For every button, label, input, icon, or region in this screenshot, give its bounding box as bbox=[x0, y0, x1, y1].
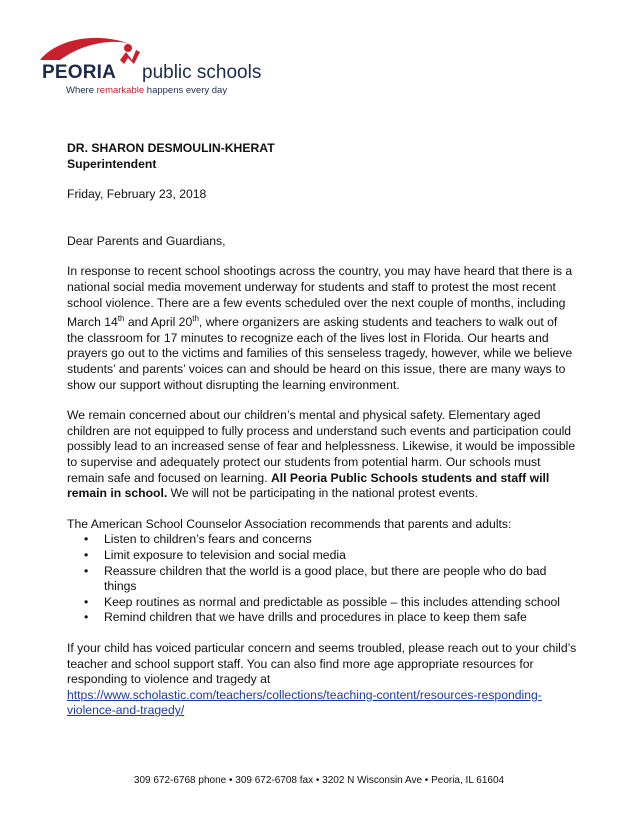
list-item-text: Limit exposure to television and social media bbox=[104, 547, 346, 562]
list-item bbox=[84, 532, 577, 548]
paragraph-1-part-3: , where organizers are asking students and teachers to walk out of the classroom for 17 minutes to recognize each of the lives lost in Florida. Our hearts and prayers go out to the victims and families of this senseless tragedy, however, while we believe students’ and parents’ voices can and should be heard on this issue, there are many ways to show our support without disrupting the learning environment. bbox=[67, 315, 573, 392]
tagline-accent: remarkable bbox=[96, 85, 145, 96]
bullet-icon: • bbox=[84, 610, 89, 625]
sender-name: DR. SHARON DESMOULIN-KHERAT bbox=[67, 141, 275, 155]
list-item-text: Listen to children’s fears and concerns bbox=[104, 532, 312, 547]
letter-date: Friday, February 23, 2018 bbox=[67, 187, 207, 202]
logo-peoria-text: PEORIA bbox=[42, 62, 117, 83]
paragraph-1-sup-1: th bbox=[117, 314, 125, 324]
logo-public-schools-text: public schools bbox=[142, 62, 262, 83]
logo-tagline bbox=[66, 85, 227, 96]
tagline-end: happens every day bbox=[144, 85, 228, 96]
peoria-public-schools-logo bbox=[38, 30, 278, 100]
paragraph-3-intro: The American School Counselor Association recommends that parents and adults: bbox=[67, 516, 512, 531]
tagline-start: Where bbox=[66, 85, 97, 96]
paragraph-1-part-1: In response to recent school shootings across the country, you may have heard that there is a national social media movement underway for students and staff to protest the most recent school violence. There are a few events scheduled over the next couple of months, including March 14 bbox=[67, 264, 573, 330]
paragraph-2-bold: All Peoria Public Schools students and staff will remain in school. bbox=[67, 470, 550, 501]
list-item-text: Remind children that we have drills and procedures in place to keep them safe bbox=[104, 610, 527, 625]
bullet-icon: • bbox=[84, 532, 89, 547]
footer-contact: 309 672-6768 phone • 309 672-6708 fax • 3202 N Wisconsin Ave • Peoria, IL 61604 bbox=[133, 775, 505, 786]
paragraph-2 bbox=[67, 408, 577, 502]
list-item-text: Reassure children that the world is a good place, but there are people who do bad things bbox=[104, 563, 547, 594]
scholastic-resources-link[interactable]: https://www.scholastic.com/teachers/collections/teaching-content/resources-responding-violence-and-tragedy/ bbox=[67, 687, 542, 718]
paragraph-1-sup-2: th bbox=[192, 314, 199, 324]
letter-body bbox=[67, 141, 577, 719]
bullet-icon: • bbox=[84, 594, 89, 609]
salutation: Dear Parents and Guardians, bbox=[67, 233, 226, 248]
list-item-text: Keep routines as normal and predictable as possible – this includes attending school bbox=[104, 594, 560, 609]
paragraph-1 bbox=[67, 264, 577, 393]
list-item bbox=[84, 547, 577, 564]
sender-title: Superintendent bbox=[67, 156, 157, 171]
paragraph-2-after: We will not be participating in the national protest events. bbox=[167, 486, 478, 501]
list-item bbox=[84, 563, 577, 595]
paragraph-4-text: If your child has voiced particular concern and seems troubled, please reach out to your child’s teacher and school support staff. You can also find more age appropriate resources for responding to violence and tragedy at bbox=[67, 640, 577, 687]
list-item bbox=[84, 610, 577, 626]
paragraph-2-text: We remain concerned about our children’s mental and physical safety. Elementary aged children are not equipped to fully process and understand such events and participation could possibly lead to an increased sense of fear and helplessness. Likewise, it would be impossible to supervise and adequately protect our students from potential harm. Our schools must remain safe and focused on learning. bbox=[67, 408, 576, 485]
recommendations-list bbox=[67, 532, 577, 626]
bullet-icon: • bbox=[84, 547, 89, 562]
paragraph-4 bbox=[67, 641, 577, 719]
bullet-icon: • bbox=[84, 563, 89, 578]
list-item bbox=[84, 594, 577, 611]
paragraph-1-part-2: and April 20 bbox=[124, 315, 193, 330]
